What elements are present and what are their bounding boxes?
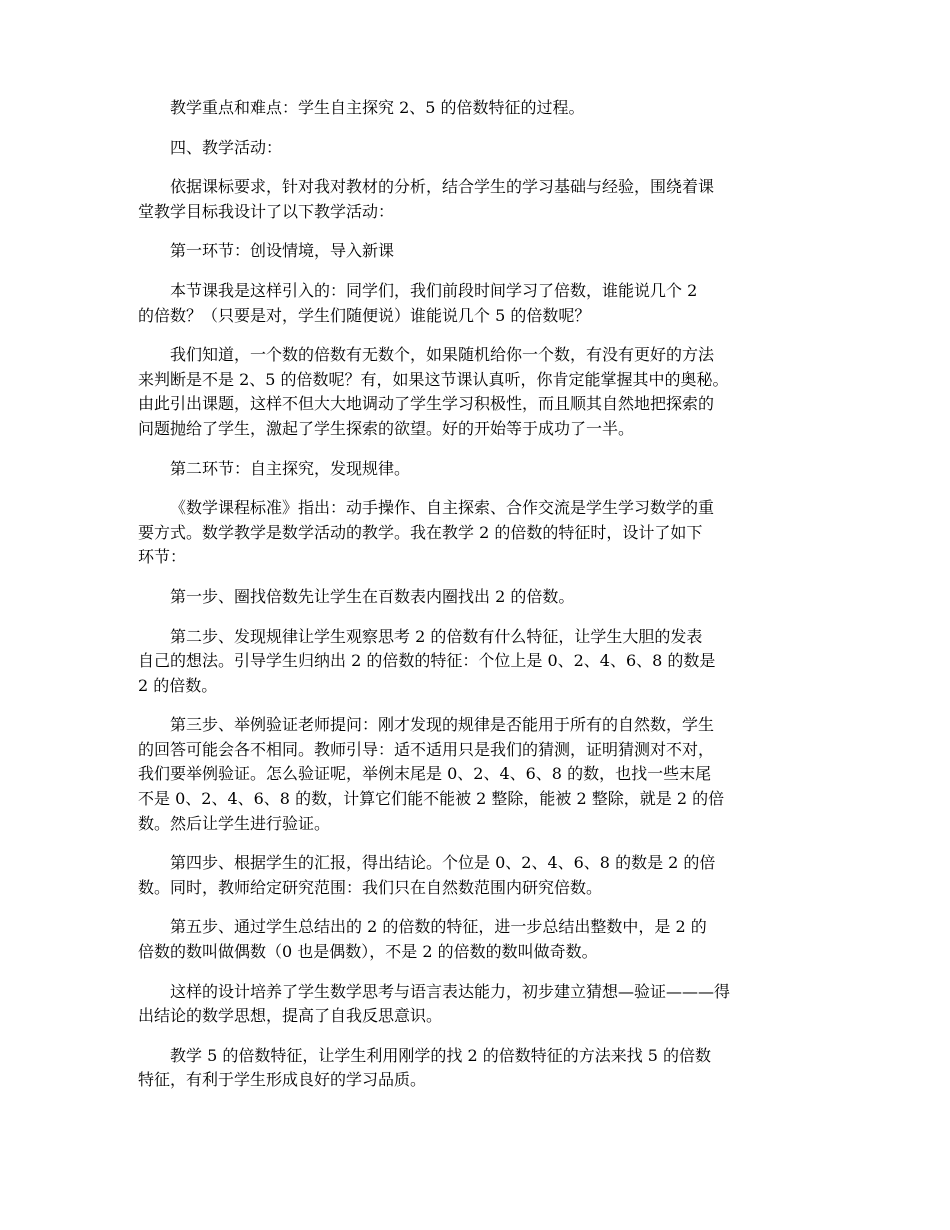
paragraph-multiples-of-five: 教学 5 的倍数特征，让学生利用刚学的找 2 的倍数特征的方法来找 5 的倍数 特征，有利于学生形成良好的学习品质。 <box>138 1045 712 1090</box>
paragraph-step-two: 第二步、发现规律让学生观察思考 2 的倍数有什么特征，让学生大胆的发表 自己的想法。引导学生归纳出 2 的倍数的特征：个位上是 0、2、4、6、8 的数是 2 的倍数。 <box>138 626 716 695</box>
paragraph-intro-activities: 依据课标要求，针对我对教材的分析，结合学生的学习基础与经验，围绕着课 堂教学目标我设计了以下教学活动： <box>138 177 715 221</box>
heading-stage-two: 第二环节：自主探究，发现规律。 <box>170 458 411 478</box>
heading-stage-one: 第一环节：创设情境，导入新课 <box>170 241 395 261</box>
paragraph-step-one: 第一步、圈找倍数先让学生在百数表内圈找出 2 的倍数。 <box>170 586 575 606</box>
heading-teaching-activities: 四、教学活动： <box>170 137 283 157</box>
paragraph-design-benefits: 这样的设计培养了学生数学思考与语言表达能力，初步建立猜想—验证———得 出结论的数学思想，提高了自我反思意识。 <box>138 981 731 1026</box>
paragraph-curriculum-standard: 《数学课程标准》指出：动手操作、自主探索、合作交流是学生学习数学的重 要方式。数学教学是数学活动的教学。我在教学 2 的倍数的特征时，设计了如下 环节： <box>138 498 715 567</box>
paragraph-multiples-infinite: 我们知道，一个数的倍数有无数个，如果随机给你一个数，有没有更好的方法 来判断是不是 2、5 的倍数呢？有，如果这节课认真听，你肯定能掌握其中的奥秘。 由此引出课题，这样不但大大地调动了学生学习积极性，而且顺其自然地把探索的 问题抛给了学生，激起了学生探索的欲望。好的开始等于成功了一半。 <box>138 345 729 438</box>
paragraph-step-five: 第五步、通过学生总结出的 2 的倍数的特征，进一步总结出整数中，是 2 的 倍数的数叫做偶数（0 也是偶数），不是 2 的倍数的数叫做奇数。 <box>138 917 707 962</box>
paragraph-step-three: 第三步、举例验证老师提问：刚才发现的规律是否能用于所有的自然数，学生 的回答可能会各不相同。教师引导：适不适用只是我们的猜测，证明猜测对不对， 我们要举例验证。怎么验证呢，举例末尾是 0、2、4、6、8 的数，也找一些末尾 不是 0、2、4、6、8 的数，计算它们能不能被 2 整除，能被 2 整除，就是 2 的倍 数。然后让学生进行验证。 <box>138 715 725 833</box>
paragraph-lesson-intro: 本节课我是这样引入的：同学们，我们前段时间学习了倍数，谁能说几个 2 的倍数？（只要是对，学生们随便说）谁能说几个 5 的倍数呢？ <box>138 280 698 325</box>
paragraph-key-points: 教学重点和难点：学生自主探究 2、5 的倍数特征的过程。 <box>170 98 585 117</box>
paragraph-step-four: 第四步、根据学生的汇报，得出结论。个位是 0、2、4、6、8 的数是 2 的倍 数。同时，教师给定研究范围：我们只在自然数范围内研究倍数。 <box>138 853 716 897</box>
document-body <box>138 96 803 1108</box>
